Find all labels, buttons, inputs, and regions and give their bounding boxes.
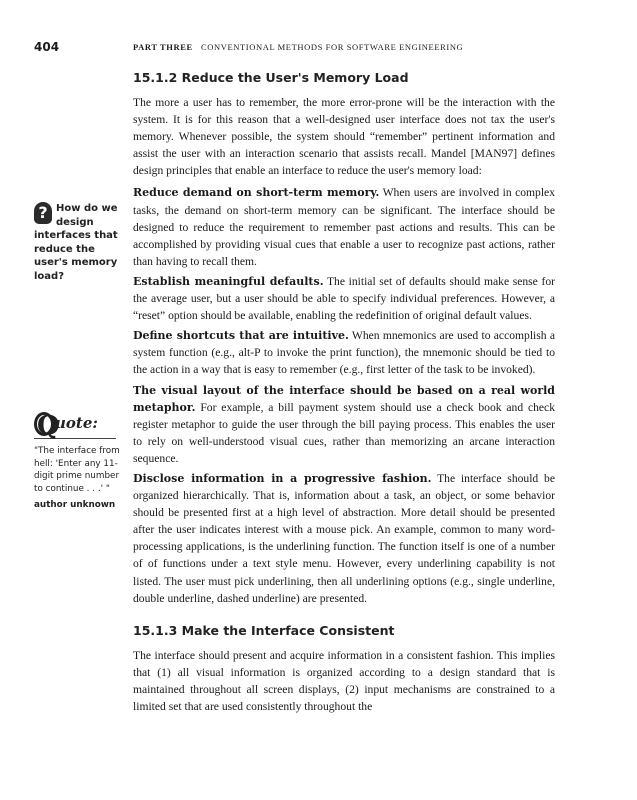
principle-body: When users are involved in complex tasks, the demand on short-term memory can be significant. The interface should be designed to reduce the requirement to remember past actions and results. This can be accomplished by providing visual cues that enable a user to recognize past actions, rather than having to recall them. xyxy=(133,186,555,268)
principle-paragraph xyxy=(133,382,555,467)
principle-title: Reduce demand on short-term memory. xyxy=(133,186,380,200)
principle-body: The initial set of defaults should make sense for the average user, but a user should be able to specify individual preferences. However, a “reset” option should be available, enabling the redefinition of original default values. xyxy=(133,274,555,323)
header-title xyxy=(133,42,463,52)
header-part: PART THREE xyxy=(133,42,193,52)
principle-title: Disclose information in a progressive fashion. xyxy=(133,471,432,485)
principle-paragraph xyxy=(133,470,555,607)
section-heading: 15.1.3 Make the Interface Consistent xyxy=(133,622,395,638)
quote-text: "The interface from hell: 'Enter any 11-digit prime number to continue . . .' " xyxy=(34,446,120,494)
principle-title: Establish meaningful defaults. xyxy=(133,274,324,288)
quote-icon: Q xyxy=(34,412,54,436)
quote-label: uote: xyxy=(55,414,98,432)
principle-body: For example, a bill payment system should use a check book and check register metaphor to guide the user through the bill paying process. This enables the user to rely on well-understood visual cues, rather than memorizing an arcane interaction sequence. xyxy=(133,400,555,465)
principle-body: The interface should be organized hierarchically. That is, information about a task, an object, or some behavior should be presented first at a high level of abstraction. More detail should be presented after the user indicates interest with a mouse pick. An example, common to many word-processing applications, is the underlining function. The function itself is one of a number of of functions under a text style menu. However, every underlining capability is not listed. The user must pick underlining, then all underlining options (e.g., single underline, double underline, dashed underline) are presented. xyxy=(133,471,555,605)
main-column xyxy=(133,68,555,715)
quote-author: author unknown xyxy=(34,500,116,510)
page-number: 404 xyxy=(34,40,60,54)
section-intro: The more a user has to remember, the more error-prone will be the interaction with the system. It is for this reason that a well-designed user interface does not tax the user's memory. Whenever possible, the system should “remember” pertinent information and assist the user with an interaction scenario that assists recall. Mandel [MAN97] defines design principles that enable an interface to reduce the user's memory load: xyxy=(133,96,555,178)
margin-question xyxy=(34,202,122,283)
section-heading: 15.1.2 Reduce the User's Memory Load xyxy=(133,70,409,85)
principle-title: The visual layout of the interface should be based on a real world metaphor. xyxy=(133,383,555,414)
section-intro: The interface should present and acquire information in a consistent fashion. This implies that (1) all visual information is organized according to a design standard that is maintained throughout all screen displays, (2) input mechanisms are constrained to a limited set that are used consistently throughout the xyxy=(133,648,555,713)
margin-quote xyxy=(34,412,122,511)
principle-paragraph xyxy=(133,273,555,324)
quote-heading xyxy=(34,411,122,441)
header-chapter-title: CONVENTIONAL METHODS FOR SOFTWARE ENGINEERING xyxy=(200,42,464,52)
question-mark-icon: ? xyxy=(34,202,52,224)
margin-question-text: How do we design interfaces that reduce the user's memory load? xyxy=(34,203,118,282)
principle-paragraph xyxy=(133,327,555,378)
principle-body: When mnemonics are used to accomplish a system function (e.g., alt-P to invoke the print function), the mnemonic should be tied to the action in a way that is easy to remember (e.g., first letter of the task to be invoked). xyxy=(133,329,555,377)
principle-paragraph xyxy=(133,184,555,269)
running-header xyxy=(0,40,637,56)
principle-title: Define shortcuts that are intuitive. xyxy=(133,329,349,343)
